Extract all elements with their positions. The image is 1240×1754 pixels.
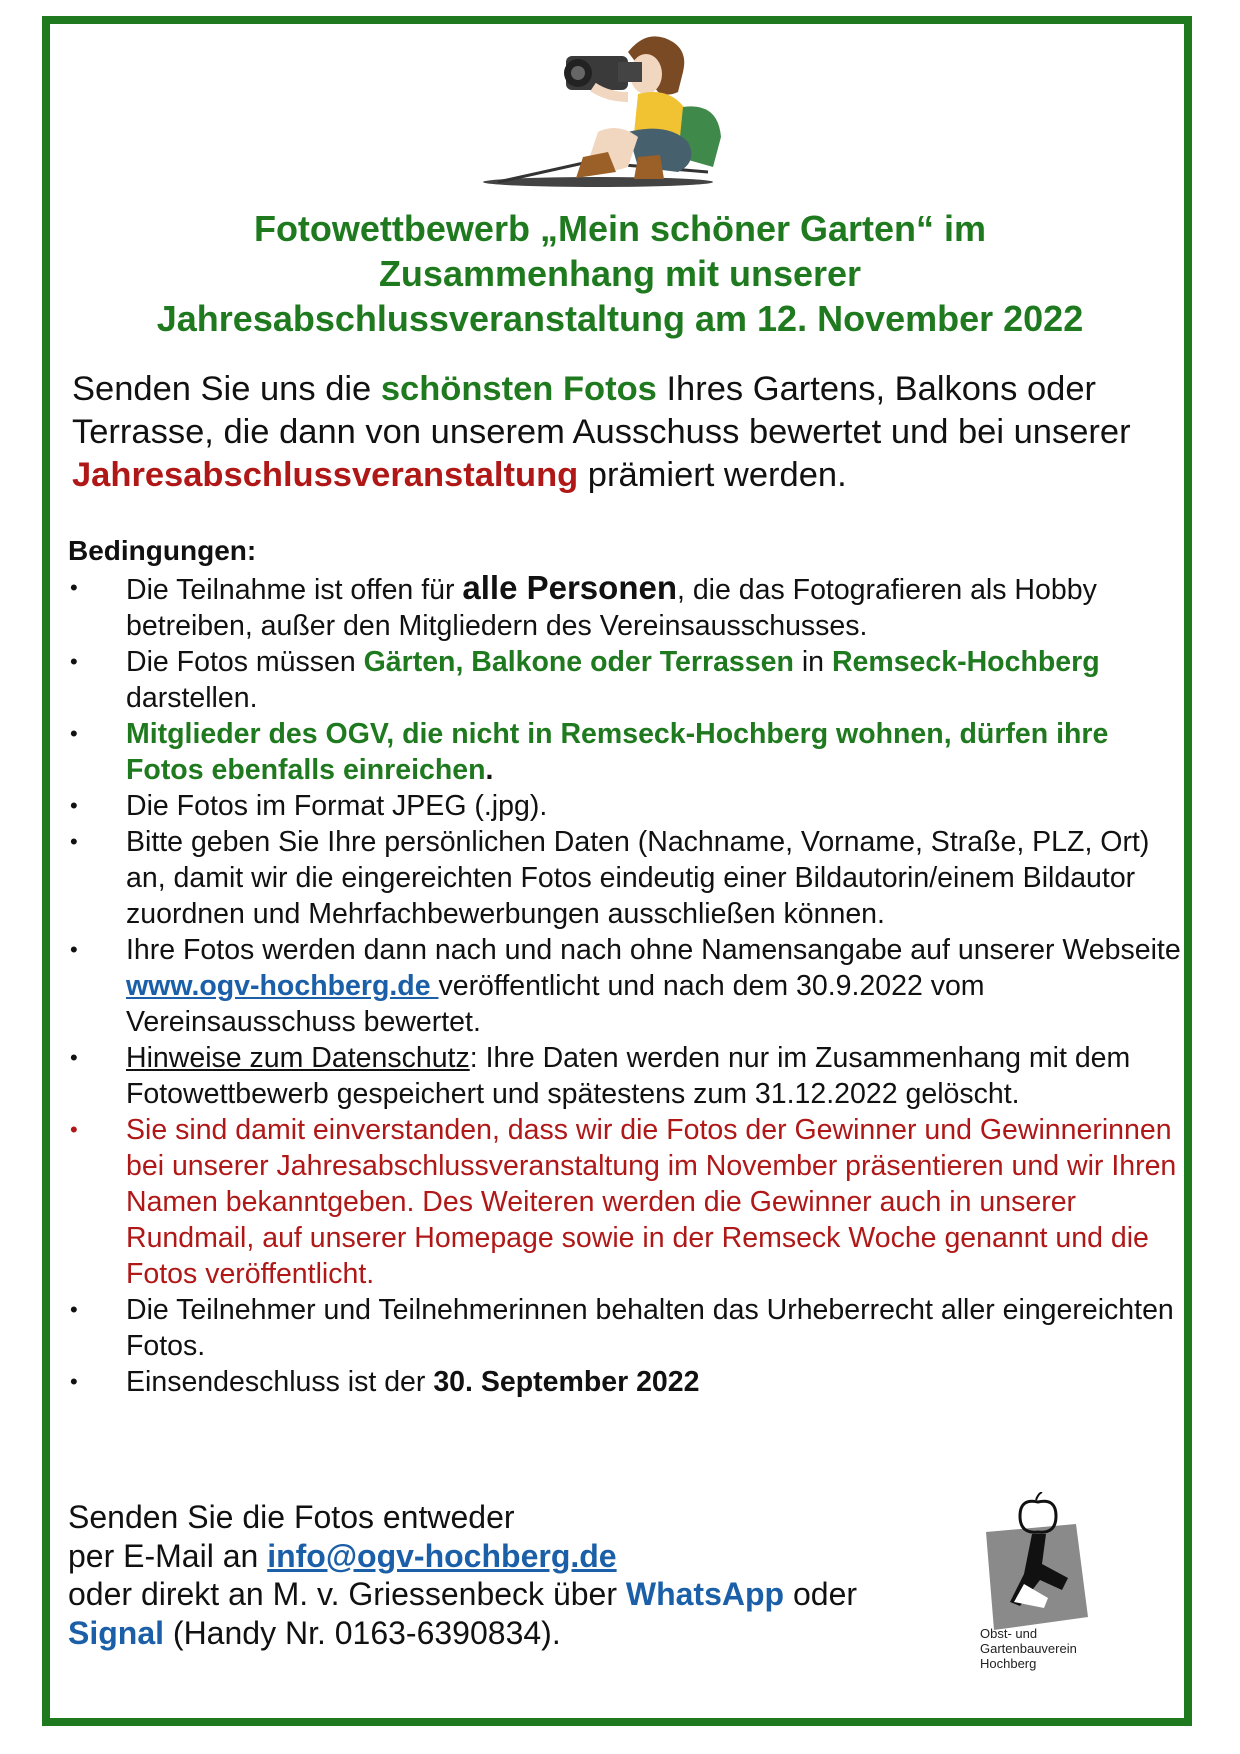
logo-text-line-3: Hochberg [980, 1656, 1037, 1671]
conditions-list [68, 570, 1183, 1400]
condition-item: • Sie sind damit einverstanden, dass wir die Fotos der Gewinner und Gewinnerinnen bei unserer Jahresabschlussveranstaltung im November präsentieren und wir Ihren Namen bekanntgeben. Des Weiteren werden die Gewinner auch in unserer Rundmail, auf unserer Homepage sowie in der Remseck Woche genannt und die Fotos veröffentlicht. [68, 1112, 1183, 1292]
condition-text: darstellen. [126, 682, 258, 714]
condition-item: • Die Teilnehmer und Teilnehmerinnen behalten das Urheberrecht aller eingereichten Fotos. [68, 1292, 1183, 1364]
closing-line-2 [68, 1537, 968, 1576]
condition-text: veröffentlicht und nach dem 30.9.2022 vom Vereinsausschuss bewertet. [126, 970, 985, 1038]
title-line-1: Fotowettbewerb „Mein schöner Garten“ im [253, 208, 987, 249]
closing-text: oder direkt an M. v. Griessenbeck über [68, 1576, 626, 1612]
closing-text: (Handy Nr. 0163-6390834). [164, 1614, 561, 1651]
condition-item: • Die Fotos im Format JPEG (.jpg). [68, 788, 1183, 824]
closing-line-3 [68, 1575, 968, 1614]
conditions-heading: Bedingungen: [68, 535, 257, 566]
condition-text: Die Fotos müssen [126, 646, 364, 678]
photographer-illustration [478, 22, 768, 202]
title-line-3: Jahresabschlussveranstaltung am 12. November 2022 [156, 298, 1084, 339]
closing-line-4 [68, 1614, 968, 1653]
condition-text: . [485, 754, 494, 786]
intro-text-2: Ihres Gartens, Balkons oder Terrasse, die dann von unserem Ausschuss bewertet und bei unserer [72, 370, 1131, 451]
condition-text: Die Teilnahme ist offen für [126, 574, 463, 606]
condition-item [68, 1364, 1183, 1400]
closing-paragraph [68, 1498, 968, 1652]
condition-text: Einsendeschluss ist der [126, 1366, 434, 1398]
condition-text: : Ihre Daten werden nur im Zusammenhang mit dem Fotowettbewerb gespeichert und spätestens zum 31.12.2022 gelöscht. [126, 1042, 1131, 1110]
intro-paragraph [72, 368, 1182, 497]
intro-highlight-event: Jahresabschlussveranstaltung [72, 456, 579, 494]
intro-highlight-photos: schönsten Fotos [380, 370, 657, 408]
condition-item [68, 716, 1183, 788]
title-line-2: Zusammenhang mit unserer [378, 253, 862, 294]
condition-text: in [793, 646, 832, 678]
condition-item [68, 932, 1183, 1040]
logo-text-line-2: Gartenbauverein [980, 1641, 1077, 1656]
condition-emphasis: Gärten, Balkone oder Terrassen [363, 646, 794, 678]
condition-emphasis: Remseck-Hochberg [831, 646, 1100, 678]
intro-text-1: Senden Sie uns die [72, 370, 381, 408]
signal-label: Signal [68, 1614, 165, 1651]
intro-text-3: prämiert werden. [578, 456, 847, 494]
website-link[interactable]: www.ogv-hochberg.de [126, 970, 439, 1002]
deadline-date: 30. September 2022 [433, 1366, 700, 1398]
condition-text: Ihre Fotos werden dann nach und nach ohne Namensangabe auf unserer Webseite [126, 934, 1181, 966]
condition-emphasis: Mitglieder des OGV, die nicht in Remseck-Hochberg wohnen, dürfen ihre Fotos ebenfalls einreichen [126, 718, 1109, 786]
condition-item [68, 644, 1183, 716]
whatsapp-label: WhatsApp [625, 1576, 785, 1612]
condition-text: , die das Fotografieren als Hobby betreiben, außer den Mitgliedern des Vereinsausschusses. [126, 574, 1097, 642]
closing-text: per E-Mail an [68, 1537, 268, 1574]
page-title [60, 206, 1180, 341]
privacy-notice-label: Hinweise zum Datenschutz [126, 1042, 470, 1074]
condition-item [68, 1040, 1183, 1112]
condition-item: • Bitte geben Sie Ihre persönlichen Daten (Nachname, Vorname, Straße, PLZ, Ort) an, damit wir die eingereichten Fotos eindeutig einer Bildautorin/einem Bildautor zuordnen und Mehrfachbewerbungen ausschließen können. [68, 824, 1183, 932]
condition-emphasis: alle Personen [462, 569, 677, 606]
club-logo-text [980, 1626, 1150, 1671]
closing-line-1: Senden Sie die Fotos entweder [68, 1499, 515, 1535]
condition-item [68, 570, 1183, 644]
logo-text-line-1: Obst- und [980, 1626, 1038, 1641]
email-link[interactable]: info@ogv-hochberg.de [267, 1537, 617, 1574]
closing-text: oder [784, 1576, 858, 1612]
